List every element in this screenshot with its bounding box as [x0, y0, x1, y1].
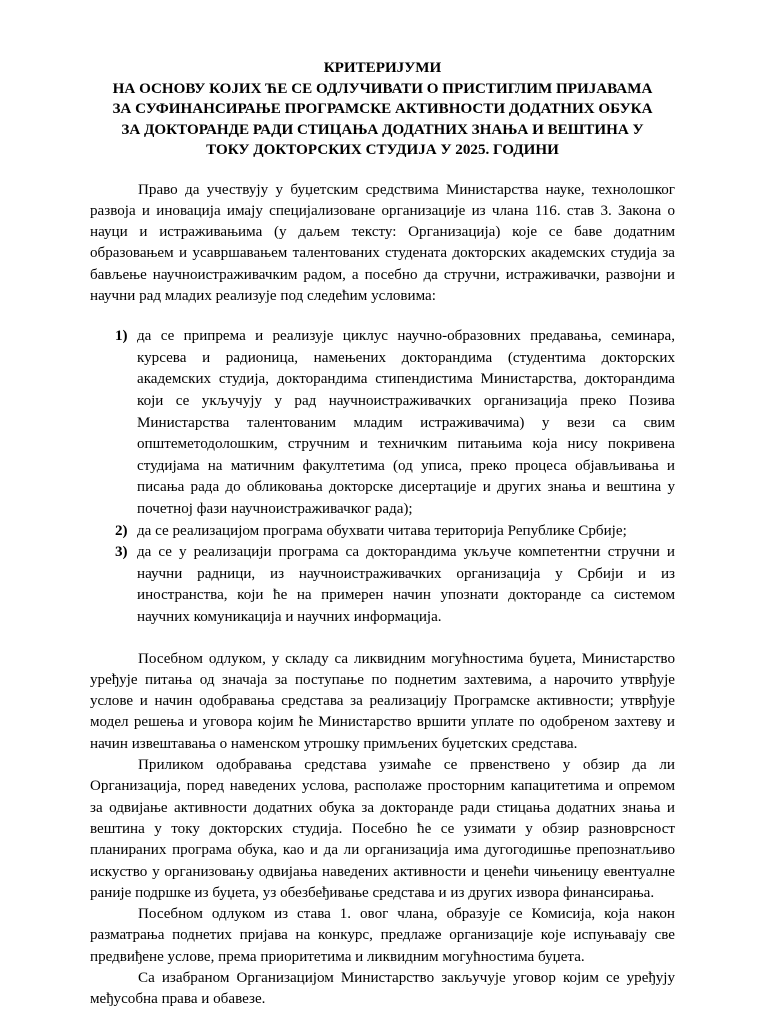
- list-item-number: 2): [115, 522, 128, 539]
- list-item: [90, 326, 675, 520]
- list-item-text: да се реализацијом програма обухвати читава територија Републике Србије;: [137, 522, 627, 539]
- body-paragraph: Са изабраном Организацијом Министарство закључује уговор којим се уређују међусобна права и обавезе.: [90, 970, 675, 1008]
- title-line: ТОКУ ДОКТОРСКИХ СТУДИЈА У 2025. ГОДИНИ: [206, 142, 559, 158]
- body-paragraph: Приликом одобравања средстава узимаће се првенствено у обзир да ли Организација, поред наведених услова, располаже просторним капацитетима и опремом за одвијање активности додатних обука за докторанде ради стицања додатних знања и вештина у току докторских студија. Посебно ће се узимати у обзир разноврсност планираних програма обука, као и да ли организација има дугогодишње препознатљиво искуство у организовању одвијања наведених активности и ценећи чињеницу евентуалне раније подршке из буџета, уз обезбеђивање средстава и из других извора финансирања.: [90, 757, 675, 901]
- list-item-number: 3): [115, 544, 128, 561]
- list-item-text: да се у реализацији програма са докторандима укључе компетентни стручни и научни радници, из научноистраживачких организација у Србији и из иностранства, који ће на примерен начин упознати докторанде са системом научних комуникација и научних информација.: [137, 544, 675, 625]
- list-item-text: да се припрема и реализује циклус научно-образовних предавања, семинара, курсева и радионица, намењених докторандима (студентима докторских академских студија, докторандима стипендистима Министарства, докторандима који се укључују у рад научноистраживачких организација преко Позива Министарства талентованим младим истраживачима) у вези са свим општеметодолошким, стручним и техничким питањима која нису покривена студијама на матичним факултетима (од уписа, преко процеса објављивања и писања рада до обликовања докторске дисертације и других знања и вештина у почетној фази научноистраживачког рада);: [137, 328, 675, 518]
- conditions-list: [90, 326, 675, 628]
- list-item: [90, 521, 675, 543]
- intro-paragraph: Право да учествују у буџетским средствима Министарства науке, технолошког развоја и иновација имају специјализоване организације из члана 116. став 3. Закона о науци и истраживањима (у даљем тексту: Организација) које се баве додатним образовањем и усавршавањем талентованих студената докторских академских студија за бављење научноистраживачким радом, а посебно да стручни, истраживачки, развојни и научни рад младих реализује под следећим условима:: [90, 181, 675, 304]
- list-item-number: 1): [115, 328, 128, 345]
- title-line: НА ОСНОВУ КОЈИХ ЋЕ СЕ ОДЛУЧИВАТИ О ПРИСТИГЛИМ ПРИЈАВАМА: [112, 80, 653, 97]
- title-line: ЗА ДОКТОРАНДЕ РАДИ СТИЦАЊА ДОДАТНИХ ЗНАЊА И ВЕШТИНА У: [121, 121, 644, 138]
- body-paragraph: Посебном одлуком из става 1. овог члана, образује се Комисија, која након разматрања поднетих пријава на конкурс, предлаже организације које испуњавају све предвиђене услове, према приоритетима и ликвидним могућностима буџета.: [90, 906, 675, 965]
- list-item: [90, 542, 675, 628]
- body-paragraph: Посебном одлуком, у складу са ликвидним могућностима буџета, Министарство уређује питања од значаја за поступање по поднетим захтевима, а нарочито утврђује услове и начин одобравања средстава за реализацију Програмске активности; утврђује модел решења и уговора којим ће Министарство вршити уплате по одобреном захтеву и начин извештавања о наменском утрошку примљених буџетских средстава.: [90, 650, 675, 752]
- title-line: ЗА СУФИНАНСИРАЊЕ ПРОГРАМСКЕ АКТИВНОСТИ ДОДАТНИХ ОБУКА: [112, 101, 653, 117]
- title-line: КРИТЕРИЈУМИ: [323, 60, 442, 76]
- document-page: [90, 58, 675, 1011]
- document-title: [90, 58, 675, 161]
